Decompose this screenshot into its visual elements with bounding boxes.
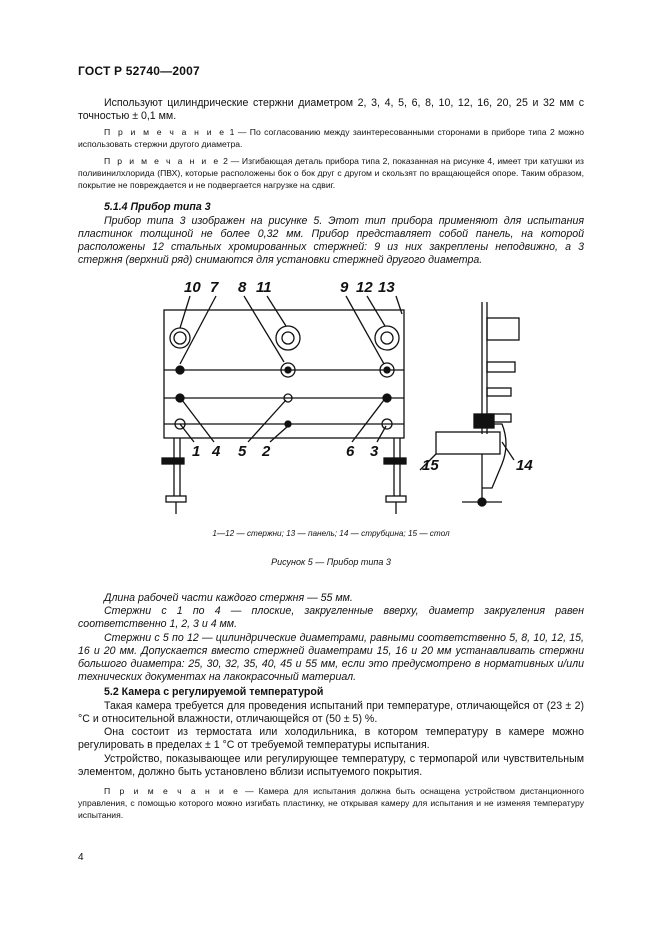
right-clamp-base	[386, 496, 406, 502]
section-5-2-p2: Она состоит из термостата или холодильника, в котором температуру в камере можно регулировать в пределах ± 1 °С от требуемой температуры испытания.	[78, 726, 584, 751]
note-1	[78, 126, 584, 150]
rod-9-center	[384, 367, 390, 373]
section-5-2-heading: 5.2 Камера с регулируемой температурой	[104, 686, 324, 698]
document-header: ГОСТ Р 52740—2007	[78, 64, 200, 78]
label-12: 12	[356, 279, 373, 296]
rods-paragraph: Используют цилиндрические стержни диаметром 2, 3, 4, 5, 6, 8, 10, 12, 16, 20, 25 и 32 мм с точностью ± 0,1 мм.	[78, 97, 584, 122]
leader-2	[270, 426, 288, 442]
label-14: 14	[516, 457, 533, 474]
label-13: 13	[378, 279, 395, 296]
rod-10-inner	[174, 332, 186, 344]
leader-8	[244, 296, 284, 362]
section-5-2-p3: Устройство, показывающее или регулирующее температуру, с термопарой или чувствительным элементом, должно быть установлено вблизи испытуемого покрытия.	[78, 753, 584, 778]
rod-12	[375, 326, 399, 350]
label-2: 2	[262, 443, 271, 460]
leader-3	[377, 426, 386, 442]
note-2-text: 2 — Изгибающая деталь прибора типа 2, показанная на рисунке 4, имеет три катушки из поливинилхлорида (ПВХ), которые расположены бок о бок друг с другом и скользят по вращающейся опоре. Таким образом, покрытие не повреждается и не подвергается нагрузке на сдвиг.	[78, 156, 584, 190]
side-rod-lower	[487, 388, 511, 396]
side-clamp-head	[474, 414, 494, 428]
rod-7	[176, 366, 184, 374]
side-clamp-frame	[475, 424, 506, 488]
note-2	[78, 155, 584, 191]
panel-outline	[164, 310, 404, 438]
label-1: 1	[192, 443, 201, 460]
section-5-2-p1: Такая камера требуется для проведения испытаний при температуре, отличающейся от (23 ± 2) °С и относительной влажности, отличающейся от (50 ± 5) %.	[78, 700, 584, 725]
section-5-2-note-text: — Камера для испытания должна быть оснащена устройством дистанционного управления, с помощью которого можно изгибать пластинку, не открывая камеру для испытания и не изменяя температуру испытания.	[78, 786, 584, 820]
label-7: 7	[210, 279, 219, 296]
section-5-2-note	[78, 785, 584, 821]
note-1-text: 1 — По согласованию между заинтересованными сторонами в приборе типа 2 можно использовать стержни другого диаметра.	[78, 127, 584, 149]
rod-12-inner	[381, 332, 393, 344]
leader-11	[267, 296, 286, 326]
leader-10	[180, 296, 190, 328]
label-8: 8	[238, 279, 247, 296]
label-9: 9	[340, 279, 349, 296]
label-11: 11	[256, 279, 272, 296]
leader-4	[182, 400, 214, 442]
leader-12	[367, 296, 385, 326]
figure-legend: 1—12 — стержни; 13 — панель; 14 — струбцина; 15 — стол	[212, 529, 450, 538]
leader-5	[248, 400, 286, 442]
label-4: 4	[212, 443, 221, 460]
cylindrical-rods-paragraph: Стержни с 5 по 12 — цилиндрические диаметрами, равными соответственно 5, 8, 10, 12, 15, 16 и 20 мм. Допускается вместо стержней диаметрами 15, 16 и 20 мм устанавливать стержни большого диаметра: 25, 30, 32, 35, 40, 45 и 55 мм, если это предусмотрено в нормативных и/или технических документах на лакокрасочный материал.	[78, 632, 584, 683]
label-15: 15	[422, 457, 439, 474]
side-rod-middle	[487, 362, 515, 372]
label-5: 5	[238, 443, 247, 460]
label-10: 10	[184, 279, 201, 296]
left-clamp-jaw	[162, 458, 184, 464]
figure-5-drawing	[130, 274, 550, 519]
section-5-1-4-heading: 5.1.4 Прибор типа 3	[104, 201, 211, 213]
leader-13	[396, 296, 402, 314]
leader-1	[180, 424, 194, 442]
label-3: 3	[370, 443, 379, 460]
section-5-2-note-prefix: П р и м е ч а н и е	[104, 786, 241, 796]
label-6: 6	[346, 443, 355, 460]
note-1-prefix: П р и м е ч а н и е	[104, 127, 227, 137]
rod-10	[170, 328, 190, 348]
page-number: 4	[78, 852, 84, 863]
note-2-prefix: П р и м е ч а н и е	[104, 156, 221, 166]
figure-caption: Рисунок 5 — Прибор типа 3	[271, 557, 391, 567]
flat-rods-paragraph: Стержни с 1 по 4 — плоские, закругленные вверху, диаметр закругления равен соответственно 1, 2, 3 и 4 мм.	[78, 605, 584, 630]
leader-6	[352, 400, 384, 442]
side-rod-top	[487, 318, 519, 340]
rod-8-center	[285, 367, 291, 373]
section-5-1-4-text: Прибор типа 3 изображен на рисунке 5. Этот тип прибора применяют для испытания пластинок толщиной не более 0,32 мм. Прибор представляет собой панель, на которой расположены 12 стальных хромированных стержней: 9 из них закреплены неподвижно, а 3 стержня (верхний ряд) снимаются для установки стержней другого диаметра.	[78, 215, 584, 266]
working-length-paragraph: Длина рабочей части каждого стержня — 55 мм.	[104, 592, 353, 604]
table-side	[436, 432, 500, 454]
left-clamp-base	[166, 496, 186, 502]
rod-11	[276, 326, 300, 350]
right-clamp-jaw	[384, 458, 406, 464]
rod-11-inner	[282, 332, 294, 344]
